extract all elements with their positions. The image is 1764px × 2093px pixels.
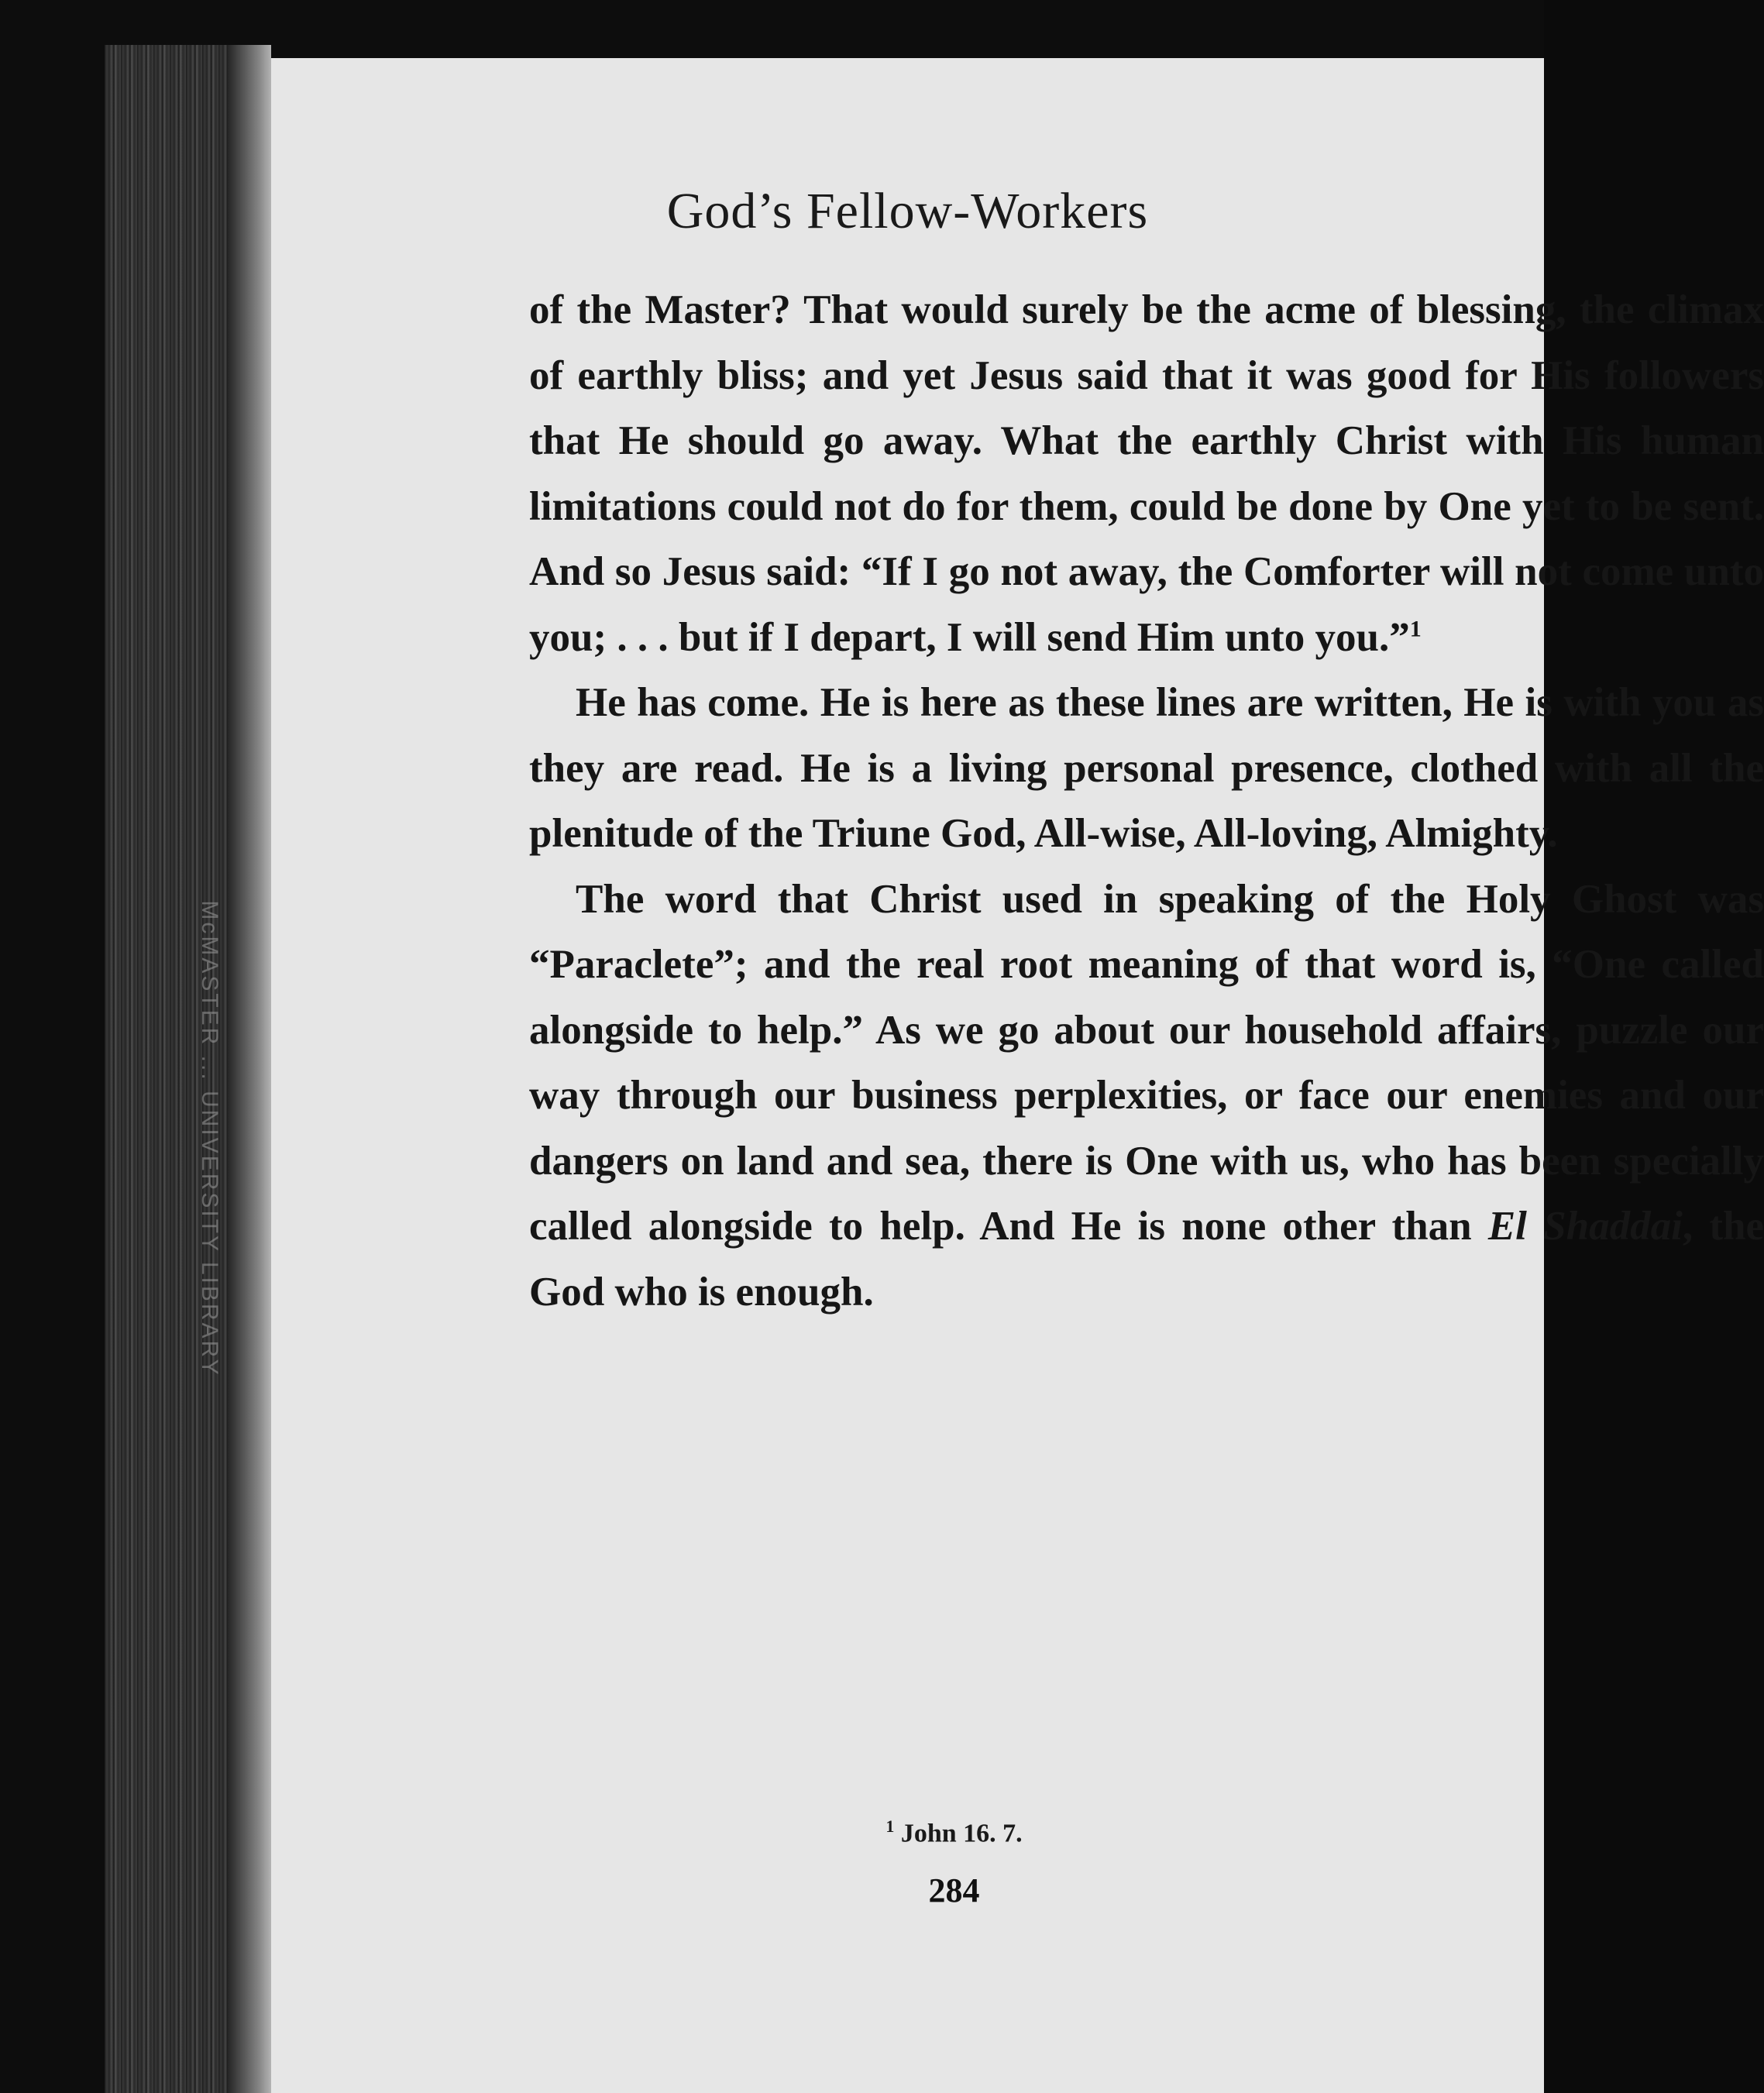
footnote-text: John 16. 7. [900,1819,1023,1848]
spine-library-stamp [186,829,232,1449]
paragraph-1 [529,277,1764,670]
running-head: God’s Fellow-Workers [666,183,1149,239]
page-number: 284 [928,1871,980,1909]
paragraph-3 [529,867,1764,1325]
footnote [318,1816,1590,1848]
paragraph-1-text: of the Master? That would surely be the acme of blessing, the climax of earthly bliss; and yet Jesus said that it was good for His followers that He should go away. What the earthly Christ with His human limitations could not do for them, could be done by One yet to be sent. And so Jesus said: “If I go not away, the Comforter will not come unto you; . . . but if I depart, I will send Him unto you.” [529,287,1764,660]
spine-label-text: McMASTER ... UNIVERSITY LIBRARY [197,900,222,1377]
italic-phrase: El Shaddai [1487,1204,1683,1249]
body-text [529,277,1764,1325]
paragraph-3-text: The word that Christ used in speaking of the Holy Ghost was “Paraclete”; and the real root meaning of that word is, “One called alongside to help.” As we go about our household affairs, puzzle our way through our business perplexities, or face our enemies and our dangers on land and sea, there is One with us, who has been specially called alongside to help. And He is none other than [529,876,1764,1249]
paragraph-3-ending: , the God who is enough. [529,1204,1764,1315]
paragraph-2: He has come. He is here as these lines are written, He is with you as they are read. He is a living personal presence, clothed with all the plenitude of the Triune God, All-wise, All-loving, Almighty. [529,680,1764,856]
footnote-reference: 1 [1409,615,1422,641]
book-page [271,58,1764,2093]
footnote-marker: 1 [885,1816,895,1836]
